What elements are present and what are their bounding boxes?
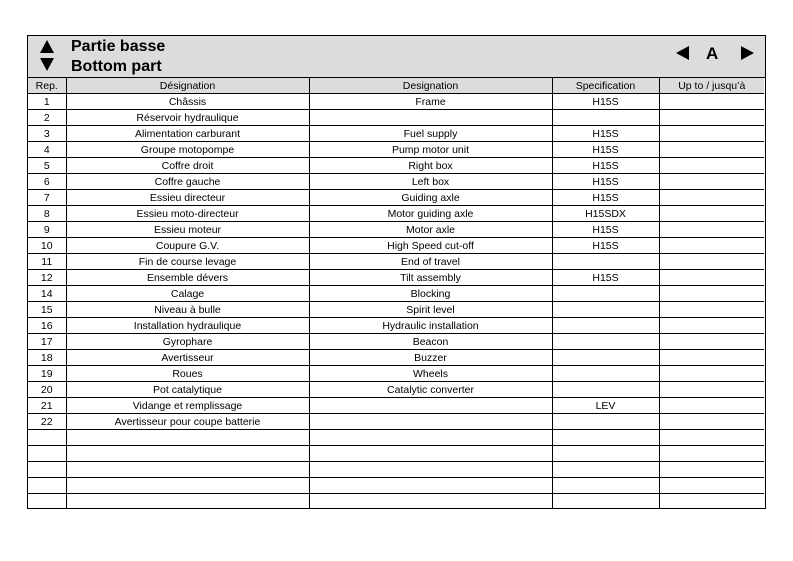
- rep-cell: 15: [28, 302, 66, 318]
- specification-cell: [552, 302, 659, 318]
- sheet-header: [28, 36, 765, 78]
- designation-fr-cell: [66, 494, 309, 510]
- specification-cell: H15S: [552, 126, 659, 142]
- designation-fr-cell: Fin de course levage: [66, 254, 309, 270]
- specification-cell: [552, 430, 659, 446]
- table-row: [28, 286, 764, 302]
- table-row: [28, 398, 764, 414]
- table-row: [28, 238, 764, 254]
- specification-cell: [552, 366, 659, 382]
- designation-fr-cell: Coupure G.V.: [66, 238, 309, 254]
- designation-en-cell: [309, 494, 552, 510]
- specification-cell: [552, 350, 659, 366]
- designation-en-cell: Blocking: [309, 286, 552, 302]
- up-to-cell: [659, 110, 764, 126]
- up-to-cell: [659, 286, 764, 302]
- down-arrow-icon[interactable]: [40, 58, 54, 71]
- table-row: [28, 126, 764, 142]
- designation-en-cell: [309, 446, 552, 462]
- up-to-cell: [659, 414, 764, 430]
- table-row: [28, 110, 764, 126]
- up-to-cell: [659, 494, 764, 510]
- specification-cell: [552, 494, 659, 510]
- designation-en-cell: Left box: [309, 174, 552, 190]
- designation-en-cell: Frame: [309, 94, 552, 110]
- table-row: [28, 142, 764, 158]
- up-arrow-icon[interactable]: [40, 40, 54, 53]
- specification-cell: H15S: [552, 190, 659, 206]
- up-to-cell: [659, 430, 764, 446]
- designation-fr-cell: [66, 462, 309, 478]
- table-row: [28, 318, 764, 334]
- table-row: [28, 494, 764, 510]
- specification-cell: [552, 478, 659, 494]
- table-row: [28, 302, 764, 318]
- specification-cell: H15S: [552, 142, 659, 158]
- table-row: [28, 174, 764, 190]
- column-header-rep: Rep.: [28, 78, 66, 94]
- designation-fr-cell: Châssis: [66, 94, 309, 110]
- column-header-up-to: Up to / jusqu’à: [659, 78, 764, 94]
- designation-en-cell: Catalytic converter: [309, 382, 552, 398]
- rep-cell: [28, 462, 66, 478]
- designation-fr-cell: Essieu moto-directeur: [66, 206, 309, 222]
- table-row: [28, 334, 764, 350]
- designation-fr-cell: Roues: [66, 366, 309, 382]
- rep-cell: [28, 494, 66, 510]
- designation-en-cell: Wheels: [309, 366, 552, 382]
- specification-cell: [552, 414, 659, 430]
- specification-cell: [552, 254, 659, 270]
- rep-cell: 12: [28, 270, 66, 286]
- specification-cell: [552, 110, 659, 126]
- up-to-cell: [659, 238, 764, 254]
- table-row: [28, 462, 764, 478]
- designation-en-cell: Guiding axle: [309, 190, 552, 206]
- specification-cell: [552, 286, 659, 302]
- designation-fr-cell: [66, 478, 309, 494]
- designation-fr-cell: Gyrophare: [66, 334, 309, 350]
- rep-cell: 2: [28, 110, 66, 126]
- title-french: Partie basse: [71, 38, 166, 55]
- specification-cell: H15S: [552, 174, 659, 190]
- table-row: [28, 366, 764, 382]
- designation-en-cell: [309, 414, 552, 430]
- rep-cell: 3: [28, 126, 66, 142]
- designation-en-cell: [309, 110, 552, 126]
- up-to-cell: [659, 366, 764, 382]
- up-to-cell: [659, 222, 764, 238]
- designation-fr-cell: Réservoir hydraulique: [66, 110, 309, 126]
- rep-cell: 14: [28, 286, 66, 302]
- designation-fr-cell: Ensemble dévers: [66, 270, 309, 286]
- specification-cell: H15S: [552, 238, 659, 254]
- designation-fr-cell: Calage: [66, 286, 309, 302]
- up-to-cell: [659, 126, 764, 142]
- table-row: [28, 190, 764, 206]
- table-row: [28, 382, 764, 398]
- column-header-specification: Specification: [552, 78, 659, 94]
- designation-fr-cell: Alimentation carburant: [66, 126, 309, 142]
- designation-en-cell: High Speed cut-off: [309, 238, 552, 254]
- rep-cell: 10: [28, 238, 66, 254]
- designation-fr-cell: [66, 446, 309, 462]
- column-header-designation-en: Designation: [309, 78, 552, 94]
- table-row: [28, 206, 764, 222]
- up-to-cell: [659, 446, 764, 462]
- table-row: [28, 350, 764, 366]
- up-to-cell: [659, 254, 764, 270]
- specification-cell: H15S: [552, 158, 659, 174]
- specification-cell: H15S: [552, 94, 659, 110]
- section-letter: A: [706, 44, 719, 63]
- up-to-cell: [659, 302, 764, 318]
- table-row: [28, 270, 764, 286]
- designation-fr-cell: Essieu moteur: [66, 222, 309, 238]
- up-to-cell: [659, 206, 764, 222]
- rep-cell: 11: [28, 254, 66, 270]
- designation-en-cell: [309, 478, 552, 494]
- designation-fr-cell: Installation hydraulique: [66, 318, 309, 334]
- designation-fr-cell: Avertisseur pour coupe batterie: [66, 414, 309, 430]
- table-row: [28, 158, 764, 174]
- up-to-cell: [659, 94, 764, 110]
- table-row: [28, 446, 764, 462]
- up-to-cell: [659, 270, 764, 286]
- column-header-designation-fr: Désignation: [66, 78, 309, 94]
- up-to-cell: [659, 478, 764, 494]
- rep-cell: 9: [28, 222, 66, 238]
- designation-fr-cell: [66, 430, 309, 446]
- designation-fr-cell: Coffre droit: [66, 158, 309, 174]
- rep-cell: 5: [28, 158, 66, 174]
- table-row: [28, 222, 764, 238]
- table-row: [28, 94, 764, 110]
- table-row: [28, 414, 764, 430]
- parts-sheet: [27, 35, 766, 509]
- next-arrow-icon[interactable]: [741, 46, 754, 60]
- designation-en-cell: [309, 398, 552, 414]
- specification-cell: [552, 462, 659, 478]
- rep-cell: [28, 446, 66, 462]
- specification-cell: [552, 334, 659, 350]
- up-to-cell: [659, 398, 764, 414]
- designation-en-cell: Motor axle: [309, 222, 552, 238]
- designation-fr-cell: Essieu directeur: [66, 190, 309, 206]
- rep-cell: 18: [28, 350, 66, 366]
- table-header-row: [28, 78, 764, 94]
- designation-en-cell: Right box: [309, 158, 552, 174]
- rep-cell: [28, 430, 66, 446]
- table-row: [28, 254, 764, 270]
- designation-fr-cell: Coffre gauche: [66, 174, 309, 190]
- specification-cell: LEV: [552, 398, 659, 414]
- designation-en-cell: End of travel: [309, 254, 552, 270]
- previous-arrow-icon[interactable]: [676, 46, 689, 60]
- designation-en-cell: Tilt assembly: [309, 270, 552, 286]
- designation-fr-cell: Niveau à bulle: [66, 302, 309, 318]
- designation-fr-cell: Vidange et remplissage: [66, 398, 309, 414]
- designation-fr-cell: Groupe motopompe: [66, 142, 309, 158]
- up-to-cell: [659, 334, 764, 350]
- up-to-cell: [659, 142, 764, 158]
- designation-en-cell: Spirit level: [309, 302, 552, 318]
- specification-cell: H15S: [552, 270, 659, 286]
- designation-en-cell: Buzzer: [309, 350, 552, 366]
- rep-cell: 20: [28, 382, 66, 398]
- designation-en-cell: Beacon: [309, 334, 552, 350]
- up-to-cell: [659, 190, 764, 206]
- specification-cell: [552, 446, 659, 462]
- designation-fr-cell: Avertisseur: [66, 350, 309, 366]
- specification-cell: H15S: [552, 222, 659, 238]
- up-to-cell: [659, 382, 764, 398]
- up-to-cell: [659, 318, 764, 334]
- specification-cell: [552, 382, 659, 398]
- designation-en-cell: [309, 462, 552, 478]
- up-to-cell: [659, 350, 764, 366]
- up-to-cell: [659, 174, 764, 190]
- title-english: Bottom part: [71, 58, 162, 75]
- specification-cell: [552, 318, 659, 334]
- rep-cell: 22: [28, 414, 66, 430]
- designation-en-cell: Fuel supply: [309, 126, 552, 142]
- rep-cell: 1: [28, 94, 66, 110]
- designation-en-cell: Pump motor unit: [309, 142, 552, 158]
- rep-cell: [28, 478, 66, 494]
- designation-en-cell: Motor guiding axle: [309, 206, 552, 222]
- up-to-cell: [659, 158, 764, 174]
- rep-cell: 7: [28, 190, 66, 206]
- rep-cell: 21: [28, 398, 66, 414]
- rep-cell: 17: [28, 334, 66, 350]
- designation-en-cell: [309, 430, 552, 446]
- rep-cell: 16: [28, 318, 66, 334]
- parts-table: [28, 78, 764, 509]
- rep-cell: 8: [28, 206, 66, 222]
- table-row: [28, 478, 764, 494]
- designation-fr-cell: Pot catalytique: [66, 382, 309, 398]
- rep-cell: 4: [28, 142, 66, 158]
- rep-cell: 19: [28, 366, 66, 382]
- up-to-cell: [659, 462, 764, 478]
- designation-en-cell: Hydraulic installation: [309, 318, 552, 334]
- specification-cell: H15SDX: [552, 206, 659, 222]
- table-row: [28, 430, 764, 446]
- rep-cell: 6: [28, 174, 66, 190]
